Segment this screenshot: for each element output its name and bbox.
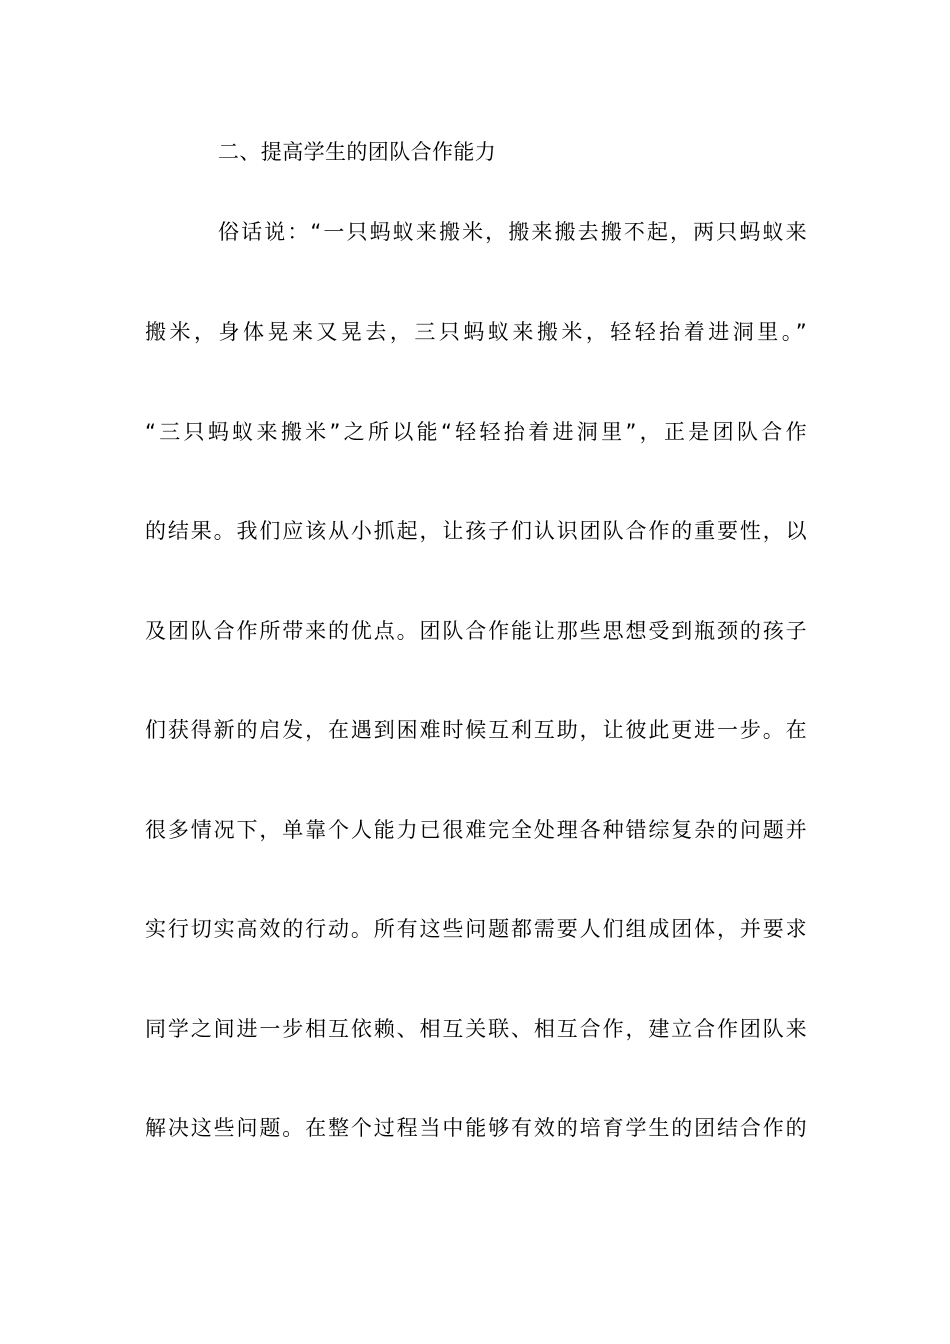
paragraph-line: 实行切实高效的行动。所有这些问题都需要人们组成团体，并要求: [145, 917, 807, 941]
paragraph-line: 解决这些问题。在整个过程当中能够有效的培育学生的团结合作的: [145, 1116, 807, 1140]
paragraph-line: 俗话说：“一只蚂蚁来搬米，搬来搬去搬不起，两只蚂蚁来: [218, 220, 807, 244]
paragraph-line: 们获得新的启发，在遇到困难时候互利互助，让彼此更进一步。在: [145, 718, 807, 742]
paragraph-line: 同学之间进一步相互依赖、相互关联、相互合作，建立合作团队来: [145, 1017, 807, 1041]
paragraph-line: 搬米，身体晃来又晃去，三只蚂蚁来搬米，轻轻抬着进洞里。”: [145, 320, 807, 344]
paragraph-line: 及团队合作所带来的优点。团队合作能让那些思想受到瓶颈的孩子: [145, 619, 807, 643]
paragraph-line: “三只蚂蚁来搬米”之所以能“轻轻抬着进洞里”，正是团队合作: [145, 420, 807, 444]
paragraph-line: 很多情况下，单靠个人能力已很难完全处理各种错综复杂的问题并: [145, 818, 807, 842]
paragraph-line: 的结果。我们应该从小抓起，让孩子们认识团队合作的重要性，以: [145, 519, 807, 543]
section-heading: 二、提高学生的团队合作能力: [218, 140, 497, 164]
